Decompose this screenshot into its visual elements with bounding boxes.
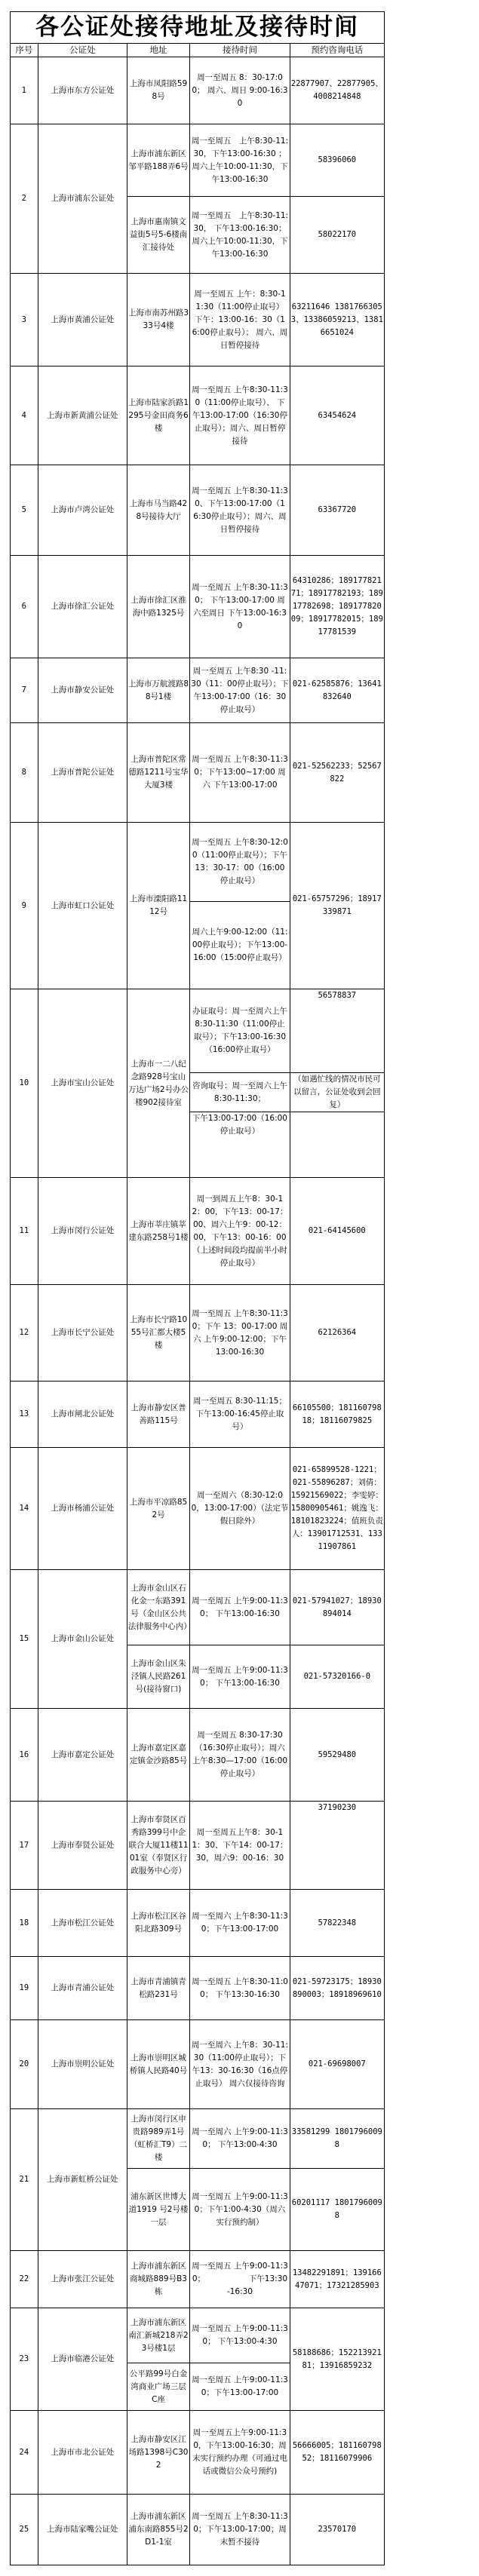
office-phone: 56578837 [290, 989, 384, 1073]
office-phone: 22877907、22877905、4008214848 [290, 57, 384, 124]
office-hours: 周一至周五 上午8:30 -11:30（11：00停止取号）；下午13:00-17:00（16：30停止取号） [190, 658, 290, 723]
office-address: 上海市浦东新区邹平路188弄6号 [127, 124, 190, 197]
office-phone: 021-64145600 [290, 1178, 384, 1285]
office-hours: 周一至周五 上午8:30-11:30；下午13:00-17:00；周末暂不接待 [190, 2495, 290, 2565]
office-phone: 23570170 [290, 2495, 384, 2565]
office-phone: 33581299 18017960098 [290, 2109, 384, 2169]
office-address: 上海市南苏州路333号4楼 [127, 274, 190, 366]
office-hours: 周一至周五 上午8:30-11:00； 下午13:30-16:30 [190, 1957, 290, 2020]
table-row [11, 823, 385, 902]
office-hours: 周一至周五 上午8:30-11:30，下午13:00-16:30 ；周六上午10:00-11:30，下午13:00-16:30 [190, 124, 290, 197]
table-row [11, 124, 385, 197]
row-no: 5 [11, 465, 38, 556]
table-row [11, 2495, 385, 2565]
office-address: 上海市陆家浜路1295号金田商务6楼 [127, 366, 190, 465]
office-phone-empty [290, 1112, 384, 1178]
office-phone: 021-69698007 [290, 2020, 384, 2109]
office-phone: 021-65757296；18917339871 [290, 823, 384, 989]
row-no: 1 [11, 57, 38, 124]
office-hours: 周一至周五上午8：30-11：30、下午14：00-17：30，周六9：00-16：30 [190, 1802, 290, 1890]
office-address: 上海市奉贤区百秀路399号中企联合大厦11楼1101室（奉贤区行政服务中心旁） [127, 1802, 190, 1890]
office-name: 上海市嘉定公证处 [38, 1709, 127, 1802]
office-address: 上海市平凉路852号 [127, 1448, 190, 1570]
office-hours-certificate: 办证取号：周一至周六上午8:30-11:30（11:00停止取号）；下午13:00-16:30（16:00停止取号） [190, 989, 290, 1073]
office-name: 上海市崇明公证处 [38, 2020, 127, 2109]
table-row [11, 465, 385, 556]
office-address: 上海市松江区谷阳北路309号 [127, 1890, 190, 1957]
row-no: 13 [11, 1382, 38, 1448]
office-phone: 63454624 [290, 366, 384, 465]
table-row [11, 1382, 385, 1448]
table-row [11, 2308, 385, 2363]
office-hours: 周一至周五 上午9:00-11:30；下午1:00-4:30（周六实行预约制） [190, 2169, 290, 2251]
office-address: 上海市徐汇区淮海中路1325号 [127, 556, 190, 658]
office-hours-afternoon: 下午13:00-17:00（16:00停止取号） [190, 1112, 290, 1178]
office-hours: 周一至周五 上午8:30-11:30， 下午13:00-16:30；周六上午10:00-11:30，下午13:00-16:30 [190, 197, 290, 274]
office-phone: 66105500；18116079818；18116079825 [290, 1382, 384, 1448]
table-row [11, 366, 385, 465]
office-name: 上海市青浦公证处 [38, 1957, 127, 2020]
header-hours: 接待时间 [190, 44, 290, 57]
office-hours: 周一至周六 上午8:30-11:30；下午13:00-17:00 [190, 1890, 290, 1957]
office-address: 上海市万航渡路88号1楼 [127, 658, 190, 723]
office-phone: 021-57320166-0 [290, 1645, 384, 1709]
office-phone: 56666005；18116079852；18116079906 [290, 2411, 384, 2495]
row-no: 22 [11, 2251, 38, 2308]
header-office: 公证处 [38, 44, 127, 57]
office-phone: 021-52562233；52567822 [290, 723, 384, 823]
office-address: 上海市静安区普善路115号 [127, 1382, 190, 1448]
office-address: 上海市溧阳路1112号 [127, 823, 190, 989]
office-phone: 64310286；18917782171；18917782193；18917782698；18917782009；18917782015；18917781539 [290, 556, 384, 658]
office-phone: 58188686；15221392181；13916859232 [290, 2308, 384, 2411]
office-name: 上海市市北公证处 [38, 2411, 127, 2495]
row-no: 8 [11, 723, 38, 823]
table-row [11, 2411, 385, 2495]
office-address: 上海市浦东新区南汇新城218弄23号楼1层 [127, 2308, 190, 2363]
row-no: 2 [11, 124, 38, 274]
table-row [11, 57, 385, 124]
table-row [11, 989, 385, 1073]
table-row [11, 2109, 385, 2169]
office-phone: 021-57941027；18930894014 [290, 1570, 384, 1645]
office-name: 上海市虹口公证处 [38, 823, 127, 989]
office-hours: 周一至周五 上午8:30-11:30； 下午13:00-17:00 周六至周日 下午13:00-16:30 [190, 556, 290, 658]
header-phone: 预约咨询电话 [290, 44, 384, 57]
office-name: 上海市静安公证处 [38, 658, 127, 723]
office-address: 上海市浦东新区商城路889号B3栋 [127, 2251, 190, 2308]
office-address: 浦东新区世博大道1919 号2号楼一层 [127, 2169, 190, 2251]
office-name: 上海市新黄浦公证处 [38, 366, 127, 465]
row-no: 21 [11, 2109, 38, 2251]
office-hours-saturday: 周六上午9:00-12:00（11:00停止取号）；下午13:00-16:00（15:00停止取号） [190, 902, 290, 989]
table-row [11, 1570, 385, 1645]
office-name: 上海市普陀公证处 [38, 723, 127, 823]
office-name: 上海市松江公证处 [38, 1890, 127, 1957]
office-name: 上海市杨浦公证处 [38, 1448, 127, 1570]
row-no: 3 [11, 274, 38, 366]
office-address: 上海市马当路428号接待大厅 [127, 465, 190, 556]
office-hours: 周一至周五 8:30-11:15；下午13:00-16:45停止取号） [190, 1382, 290, 1448]
office-phone: 58022170 [290, 197, 384, 274]
office-name: 上海市黄浦公证处 [38, 274, 127, 366]
office-phone: 37190230 [290, 1802, 384, 1890]
office-phone: 60201117 18017960098 [290, 2169, 384, 2251]
office-name: 上海市徐汇公证处 [38, 556, 127, 658]
office-phone: 13482291891；13916647071；17321285903 [290, 2251, 384, 2308]
table-row [11, 1178, 385, 1285]
office-address: 上海市凤阳路598号 [127, 57, 190, 124]
table-header-row [11, 44, 385, 57]
office-hours-consult: 咨询取号：周一至周六上午8:30-11:30； [190, 1073, 290, 1112]
office-address: 上海市莘庄镇莘建东路258号1楼 [127, 1178, 190, 1285]
table-row [11, 1957, 385, 2020]
row-no: 16 [11, 1709, 38, 1802]
row-no: 17 [11, 1802, 38, 1890]
row-no: 10 [11, 989, 38, 1178]
row-no: 24 [11, 2411, 38, 2495]
row-no: 23 [11, 2308, 38, 2411]
office-hours: 周一至周六 上午8：30-11:30（11:00停止取号）；下午13：30-16:30（16点停止取号） 周六仅接待咨询 [190, 2020, 290, 2109]
row-no: 20 [11, 2020, 38, 2109]
office-hours: 周一至周五 上午8:30-11:30；下午 13：00-17:00 周六 上午9:00-12:00；下午13:00-16:30 [190, 1285, 290, 1382]
row-no: 6 [11, 556, 38, 658]
table-row [11, 1709, 385, 1802]
office-name: 上海市金山公证处 [38, 1570, 127, 1709]
row-no: 25 [11, 2495, 38, 2565]
office-name: 上海市东方公证处 [38, 57, 127, 124]
office-name: 上海市张江公证处 [38, 2251, 127, 2308]
office-address: 上海市崇明区城桥镇人民路40号 [127, 2020, 190, 2109]
header-address: 地址 [127, 44, 190, 57]
office-hours: 周一至周五上午9:00-11:30，下午13:00-16:30；周末实行预约办理（可通过电话或微信公众号预约) [190, 2411, 290, 2495]
office-hours: 周一至周五 上午9:00-11:30； 下午13:00-16:30 [190, 1570, 290, 1645]
office-phone-note: （如遇忙线的情况市民可以留言，公证处收到会回复） [290, 1073, 384, 1112]
office-name: 上海市临港公证处 [38, 2308, 127, 2411]
office-name: 上海市奉贤公证处 [38, 1802, 127, 1890]
office-hours: 周一至周五 上午9:00-11:30； 下午13:00-16:30 [190, 1645, 290, 1709]
office-hours: 周一至周五 上午9:00-11:30； 下午13:00-4:30 [190, 2308, 290, 2363]
office-name: 上海市浦东公证处 [38, 124, 127, 274]
office-address: 上海市普陀区常德路1211号宝华大厦3楼 [127, 723, 190, 823]
office-hours: 周一至周五 上午8:30-11:30、下午13:00-17:00（16:30停止取号）；周六、周日暂停接待 [190, 465, 290, 556]
page-title: 各公证处接待地址及接待时间 [11, 12, 385, 44]
office-hours: 周一至周五 上午9:00-11:30；下午13:00-17:00 [190, 2363, 290, 2411]
row-no: 14 [11, 1448, 38, 1570]
table-row [11, 1448, 385, 1570]
office-address: 上海市惠南镇文益街5号5-6楼南汇接待处 [127, 197, 190, 274]
office-name: 上海市宝山公证处 [38, 989, 127, 1178]
office-hours: 周一至周五 8：30-17:00； 周六、周日 9:00-16:30 [190, 57, 290, 124]
office-phone: 63367720 [290, 465, 384, 556]
office-hours: 周一至周五 上午：8:30-11:30（11:00停止取号） 下午：13:00-16：30（16:00停止取号）； 周六、周日暂停接待 [190, 274, 290, 366]
office-address: 上海市金山区朱泾镇人民路261号(接待窗口) [127, 1645, 190, 1709]
office-hours-weekday: 周一至周五 上午8:30-12:00（11:00停止取号）；下午13：30-17：00（16:00停止取号） [190, 823, 290, 902]
office-name: 上海市闵行公证处 [38, 1178, 127, 1285]
office-name: 上海市新虹桥公证处 [38, 2109, 127, 2251]
row-no: 7 [11, 658, 38, 723]
office-address: 上海市金山区石化金一东路391号（金山区公共法律服务中心内） [127, 1570, 190, 1645]
office-hours: 周一至周六（8:30-12:00，13:00-17:00）（法定节假日除外） [190, 1448, 290, 1570]
notary-offices-table [10, 11, 385, 2565]
office-name: 上海市陆家嘴公证处 [38, 2495, 127, 2565]
office-phone: 021-62585876；13641832640 [290, 658, 384, 723]
office-address: 上海市青浦镇青松路231号 [127, 1957, 190, 2020]
office-hours: 周一至周五 上午8:30-11:30（11:00停止取号）、 下午13:00-17:00（16:30停止取号）；周六、周日暂停接待 [190, 366, 290, 465]
header-no: 序号 [11, 44, 38, 57]
table-row [11, 1890, 385, 1957]
office-address: 上海市长宁路1055号汇都大楼5楼 [127, 1285, 190, 1382]
office-address: 上海市浦东新区浦东南路855号2D1-1室 [127, 2495, 190, 2565]
office-phone: 58396060 [290, 124, 384, 197]
table-row [11, 1802, 385, 1890]
office-address: 上海市一二八纪念路928号宝山万达广场2号办公楼902接待室 [127, 989, 190, 1178]
row-no: 12 [11, 1285, 38, 1382]
row-no: 11 [11, 1178, 38, 1285]
office-hours: 周一至周五 8:30-17:30（16:30停止取号）；周六 上午8:30—17:00（16:00停止取号） [190, 1709, 290, 1802]
table-row [11, 658, 385, 723]
office-phone: 63211646 13817663053、13386059213、13816651024 [290, 274, 384, 366]
office-address: 公平路99号白金湾商业广场三层C座 [127, 2363, 190, 2411]
office-name: 上海市闸北公证处 [38, 1382, 127, 1448]
notary-offices-sheet [10, 11, 385, 2565]
office-name: 上海市长宁公证处 [38, 1285, 127, 1382]
office-address: 上海市静安区江场路1398号C302 [127, 2411, 190, 2495]
row-no: 9 [11, 823, 38, 989]
office-phone: 59529480 [290, 1709, 384, 1802]
office-address: 上海市闵行区申贵路989弄1号（虹桥汇T9）二楼 [127, 2109, 190, 2169]
table-row [11, 2020, 385, 2109]
office-phone: 57822348 [290, 1890, 384, 1957]
row-no: 19 [11, 1957, 38, 2020]
table-row [11, 2251, 385, 2308]
office-hours: 周一至周五 上午8:30-11:30；下午13:00~17:00 周六 下午13:00-17:00 [190, 723, 290, 823]
row-no: 4 [11, 366, 38, 465]
row-no: 18 [11, 1890, 38, 1957]
office-address: 上海市嘉定区嘉定镇金沙路85号 [127, 1709, 190, 1802]
table-row [11, 556, 385, 658]
office-phone: 021-65899528-1221；021-55896287；刘倩：15921569022；李雯婷：15800905461；姚逸飞：18101823224；值班负责人：13901712531、13311907861 [290, 1448, 384, 1570]
office-phone: 62126364 [290, 1285, 384, 1382]
office-hours: 周一到周五上午8：30-12：00，下午13：00-17：00、周六上午9：00-12：00，下午13：00-16：00（上述时间段均提前半小时停止取号） [190, 1178, 290, 1285]
row-no: 15 [11, 1570, 38, 1709]
office-name: 上海市卢湾公证处 [38, 465, 127, 556]
table-row [11, 1285, 385, 1382]
office-phone: 021-59723175；18930890003；18918969610 [290, 1957, 384, 2020]
office-hours: 周一至周五 上午9:00-11:30； 下午13:30-16:30 [190, 2251, 290, 2308]
office-hours: 周一至周六 上午9:00-11:30； 下午13:00-4:30 [190, 2109, 290, 2169]
table-row [11, 274, 385, 366]
table-row [11, 723, 385, 823]
